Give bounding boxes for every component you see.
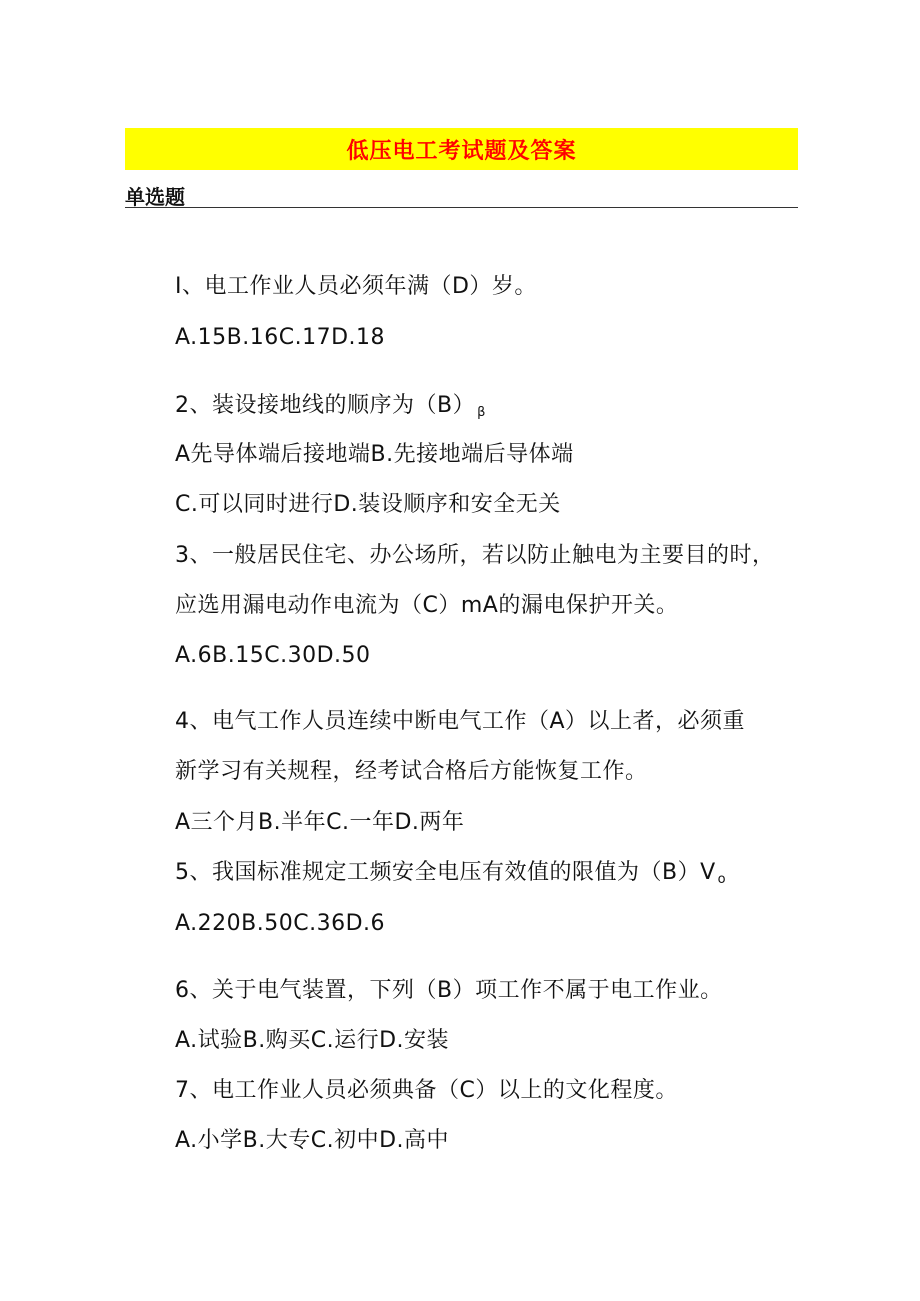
question-4-options: A三个月B.半年C.一年D.两年 [175,810,465,835]
question-3-options: A.6B.15C.30D.50 [175,643,371,668]
question-4-stem-line-2: 新学习有关规程，经考试合格后方能恢复工作。 [175,759,648,784]
question-2-stem-text: 2、装设接地线的顺序为（B） [175,393,476,418]
question-5-stem-text: 5、我国标准规定工频安全电压有效值的限值为（B）V [175,860,716,885]
question-5-stem [175,858,726,895]
question-5-stem-suffix: o [717,872,727,887]
question-1-options: A.15B.16C.17D.18 [175,325,386,350]
question-4-stem: 4、电气工作人员连续中断电气工作（A）以上者，必须重 [175,709,746,734]
question-2-options-line-2: C.可以同时进行D.装设顺序和安全无关 [175,492,561,517]
question-7-options: A.小学B.大专C.初中D.高中 [175,1128,450,1153]
title-banner [125,128,798,170]
question-1-stem: I、电工作业人员必须年满（D）岁。 [175,274,537,299]
question-5-options: A.220B.50C.36D.6 [175,911,386,936]
question-3-stem: 3、一般居民住宅、办公场所，若以防止触电为主要目的时， [175,543,775,568]
question-7-stem: 7、电工作业人员必须典备（C）以上的文化程度。 [175,1078,678,1103]
section-divider [125,207,798,208]
question-6-stem: 6、关于电气装置，下列（B）项工作不属于电工作业。 [175,978,723,1003]
document-title: 低压电工考试题及答案 [346,138,577,164]
question-2-options-line-1: A先导体端后接地端B.先接地端后导体端 [175,442,574,467]
question-3-stem-line-2: 应选用漏电动作电流为（C）mA的漏电保护开关。 [175,593,679,618]
question-2-stem-suffix: β [477,405,486,420]
question-2-stem [175,391,486,428]
question-6-options: A.试验B.购买C.运行D.安装 [175,1028,450,1053]
section-heading: 单选题 [125,185,185,209]
